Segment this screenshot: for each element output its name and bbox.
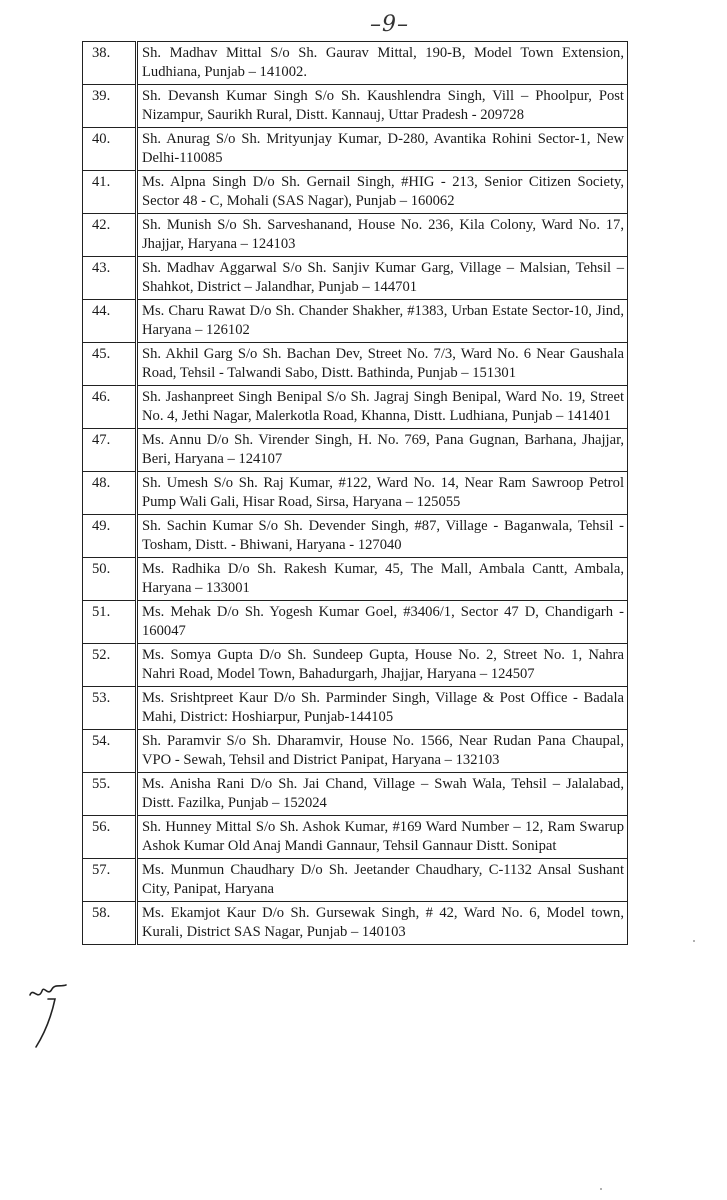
table-row (83, 558, 628, 601)
table-row (83, 386, 628, 429)
name-and-address: Sh. Madhav Mittal S/o Sh. Gaurav Mittal, 190-B, Model Town Extension, Ludhiana, Punjab – 141002. (137, 42, 628, 85)
serial-number: 50. (83, 558, 137, 601)
name-and-address: Ms. Charu Rawat D/o Sh. Chander Shakher, #1383, Urban Estate Sector-10, Jind, Haryana – 126102 (137, 300, 628, 343)
table-row (83, 214, 628, 257)
name-and-address: Ms. Somya Gupta D/o Sh. Sundeep Gupta, House No. 2, Street No. 1, Nahra Nahri Road, Model Town, Bahadurgarh, Jhajjar, Haryana – 124507 (137, 644, 628, 687)
serial-number: 57. (83, 859, 137, 902)
table-row (83, 902, 628, 945)
name-and-address: Sh. Munish S/o Sh. Sarveshanand, House No. 236, Kila Colony, Ward No. 17, Jhajjar, Haryana – 124103 (137, 214, 628, 257)
name-and-address: Ms. Annu D/o Sh. Virender Singh, H. No. 769, Pana Gugnan, Barhana, Jhajjar, Beri, Haryana – 124107 (137, 429, 628, 472)
scan-speck (600, 1188, 602, 1190)
serial-number: 54. (83, 730, 137, 773)
table-row (83, 300, 628, 343)
table-row (83, 171, 628, 214)
serial-number: 41. (83, 171, 137, 214)
table-row (83, 429, 628, 472)
table-row (83, 128, 628, 171)
name-and-address: Sh. Madhav Aggarwal S/o Sh. Sanjiv Kumar Garg, Village – Malsian, Tehsil – Shahkot, District – Jalandhar, Punjab – 144701 (137, 257, 628, 300)
serial-number: 40. (83, 128, 137, 171)
name-and-address: Ms. Ekamjot Kaur D/o Sh. Gursewak Singh, # 42, Ward No. 6, Model town, Kurali, District SAS Nagar, Punjab – 140103 (137, 902, 628, 945)
serial-number: 48. (83, 472, 137, 515)
name-and-address: Sh. Sachin Kumar S/o Sh. Devender Singh, #87, Village - Baganwala, Tehsil - Tosham, Distt. - Bhiwani, Haryana - 127040 (137, 515, 628, 558)
serial-number: 39. (83, 85, 137, 128)
table-row (83, 644, 628, 687)
serial-number: 53. (83, 687, 137, 730)
serial-number: 55. (83, 773, 137, 816)
name-and-address: Sh. Jashanpreet Singh Benipal S/o Sh. Jagraj Singh Benipal, Ward No. 19, Street No. 4, Jethi Nagar, Malerkotla Road, Khanna, Distt. Ludhiana, Punjab – 141401 (137, 386, 628, 429)
name-and-address: Ms. Alpna Singh D/o Sh. Gernail Singh, #HIG - 213, Senior Citizen Society, Sector 48 - C, Mohali (SAS Nagar), Punjab – 160062 (137, 171, 628, 214)
table-row (83, 687, 628, 730)
table-row (83, 42, 628, 85)
name-and-address: Ms. Mehak D/o Sh. Yogesh Kumar Goel, #3406/1, Sector 47 D, Chandigarh - 160047 (137, 601, 628, 644)
candidate-address-table (82, 41, 628, 945)
name-and-address: Sh. Umesh S/o Sh. Raj Kumar, #122, Ward No. 14, Near Ram Sawroop Petrol Pump Wali Gali, Hisar Road, Sirsa, Haryana – 125055 (137, 472, 628, 515)
table-row (83, 730, 628, 773)
table-row (83, 816, 628, 859)
table-row (83, 257, 628, 300)
table-row (83, 515, 628, 558)
serial-number: 58. (83, 902, 137, 945)
handwritten-signature (24, 975, 84, 1055)
table-row (83, 773, 628, 816)
serial-number: 52. (83, 644, 137, 687)
table-row (83, 343, 628, 386)
name-and-address: Sh. Akhil Garg S/o Sh. Bachan Dev, Street No. 7/3, Ward No. 6 Near Gaushala Road, Tehsil - Talwandi Sabo, Distt. Bathinda, Punjab – 151301 (137, 343, 628, 386)
name-and-address: Sh. Hunney Mittal S/o Sh. Ashok Kumar, #169 Ward Number – 12, Ram Swarup Ashok Kumar Old Anaj Mandi Gannaur, Tehsil Gannaur Distt. Sonipat (137, 816, 628, 859)
serial-number: 56. (83, 816, 137, 859)
page-number: –9– (370, 12, 409, 37)
name-and-address: Ms. Srishtpreet Kaur D/o Sh. Parminder Singh, Village & Post Office - Badala Mahi, District: Hoshiarpur, Punjab-144105 (137, 687, 628, 730)
table-row (83, 85, 628, 128)
name-and-address: Ms. Anisha Rani D/o Sh. Jai Chand, Village – Swah Wala, Tehsil – Jalalabad, Distt. Fazilka, Punjab – 152024 (137, 773, 628, 816)
table-row (83, 601, 628, 644)
name-and-address: Ms. Radhika D/o Sh. Rakesh Kumar, 45, The Mall, Ambala Cantt, Ambala, Haryana – 133001 (137, 558, 628, 601)
serial-number: 38. (83, 42, 137, 85)
name-and-address: Ms. Munmun Chaudhary D/o Sh. Jeetander Chaudhary, C-1132 Ansal Sushant City, Panipat, Haryana (137, 859, 628, 902)
serial-number: 43. (83, 257, 137, 300)
serial-number: 51. (83, 601, 137, 644)
table-row (83, 859, 628, 902)
serial-number: 45. (83, 343, 137, 386)
serial-number: 47. (83, 429, 137, 472)
scan-speck (693, 940, 695, 942)
serial-number: 44. (83, 300, 137, 343)
table-row (83, 472, 628, 515)
name-and-address: Sh. Devansh Kumar Singh S/o Sh. Kaushlendra Singh, Vill – Phoolpur, Post Nizampur, Saurikh Rural, Distt. Kannauj, Uttar Pradesh - 209728 (137, 85, 628, 128)
serial-number: 49. (83, 515, 137, 558)
serial-number: 42. (83, 214, 137, 257)
name-and-address: Sh. Paramvir S/o Sh. Dharamvir, House No. 1566, Near Rudan Pana Chaupal, VPO - Sewah, Tehsil and District Panipat, Haryana – 132103 (137, 730, 628, 773)
name-and-address: Sh. Anurag S/o Sh. Mrityunjay Kumar, D-280, Avantika Rohini Sector-1, New Delhi-110085 (137, 128, 628, 171)
serial-number: 46. (83, 386, 137, 429)
